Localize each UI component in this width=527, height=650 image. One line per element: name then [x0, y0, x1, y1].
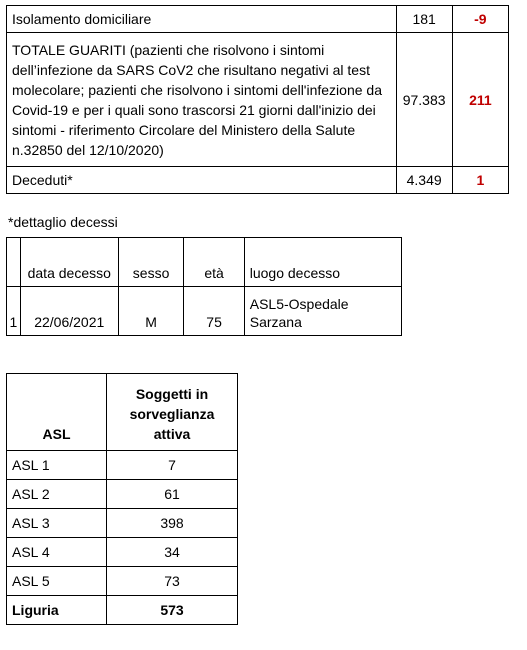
table-row — [7, 480, 238, 509]
surveillance-table — [6, 373, 238, 625]
col-header-subjects: Soggetti in sorveglianza attiva — [107, 374, 238, 451]
cell-asl: ASL 1 — [7, 451, 107, 480]
table-row — [7, 451, 238, 480]
cell-place: ASL5-Ospedale Sarzana — [244, 287, 401, 336]
table-row — [7, 33, 509, 167]
cell-date: 22/06/2021 — [20, 287, 118, 336]
cell-value: 7 — [107, 451, 238, 480]
cell-value: 34 — [107, 538, 238, 567]
cell-asl: ASL 5 — [7, 567, 107, 596]
cell-age: 75 — [184, 287, 244, 336]
row-value: 181 — [396, 6, 452, 33]
cell-sex: M — [118, 287, 184, 336]
col-header-sex: sesso — [118, 238, 184, 287]
cell-total-value: 573 — [107, 596, 238, 625]
table-row — [7, 6, 509, 33]
col-header-asl: ASL — [7, 374, 107, 451]
table-total-row — [7, 596, 238, 625]
cell-value: 61 — [107, 480, 238, 509]
table-header-row — [7, 238, 402, 287]
row-label: Deceduti* — [7, 167, 397, 194]
row-value: 4.349 — [396, 167, 452, 194]
table-row — [7, 287, 402, 336]
row-delta: 211 — [452, 33, 508, 167]
col-header-place: luogo decesso — [244, 238, 401, 287]
cell-index: 1 — [7, 287, 21, 336]
col-header-date: data decesso — [20, 238, 118, 287]
summary-table — [6, 5, 509, 194]
table-row — [7, 567, 238, 596]
deaths-table — [6, 237, 402, 336]
cell-value: 73 — [107, 567, 238, 596]
deaths-note: *dettaglio decessi — [8, 214, 118, 230]
col-header-index — [7, 238, 21, 287]
table-header-row — [7, 374, 238, 451]
row-label: Isolamento domiciliare — [7, 6, 397, 33]
cell-asl: ASL 4 — [7, 538, 107, 567]
cell-value: 398 — [107, 509, 238, 538]
row-label: TOTALE GUARITI (pazienti che risolvono i sintomi dell’infezione da SARS CoV2 che risultano negativi al test molecolare; pazienti che risolvono i sintomi dell'infezione da Covid-19 e per i quali sono trascorsi 21 giorni dall'inizio dei sintomi - riferimento Circolare del Ministero della Salute n.32850 del 12/10/2020) — [7, 33, 397, 167]
table-row — [7, 538, 238, 567]
cell-asl: ASL 2 — [7, 480, 107, 509]
row-delta: -9 — [452, 6, 508, 33]
table-row — [7, 167, 509, 194]
table-row — [7, 509, 238, 538]
col-header-age: età — [184, 238, 244, 287]
cell-asl: ASL 3 — [7, 509, 107, 538]
row-delta: 1 — [452, 167, 508, 194]
cell-total-label: Liguria — [7, 596, 107, 625]
row-value: 97.383 — [396, 33, 452, 167]
